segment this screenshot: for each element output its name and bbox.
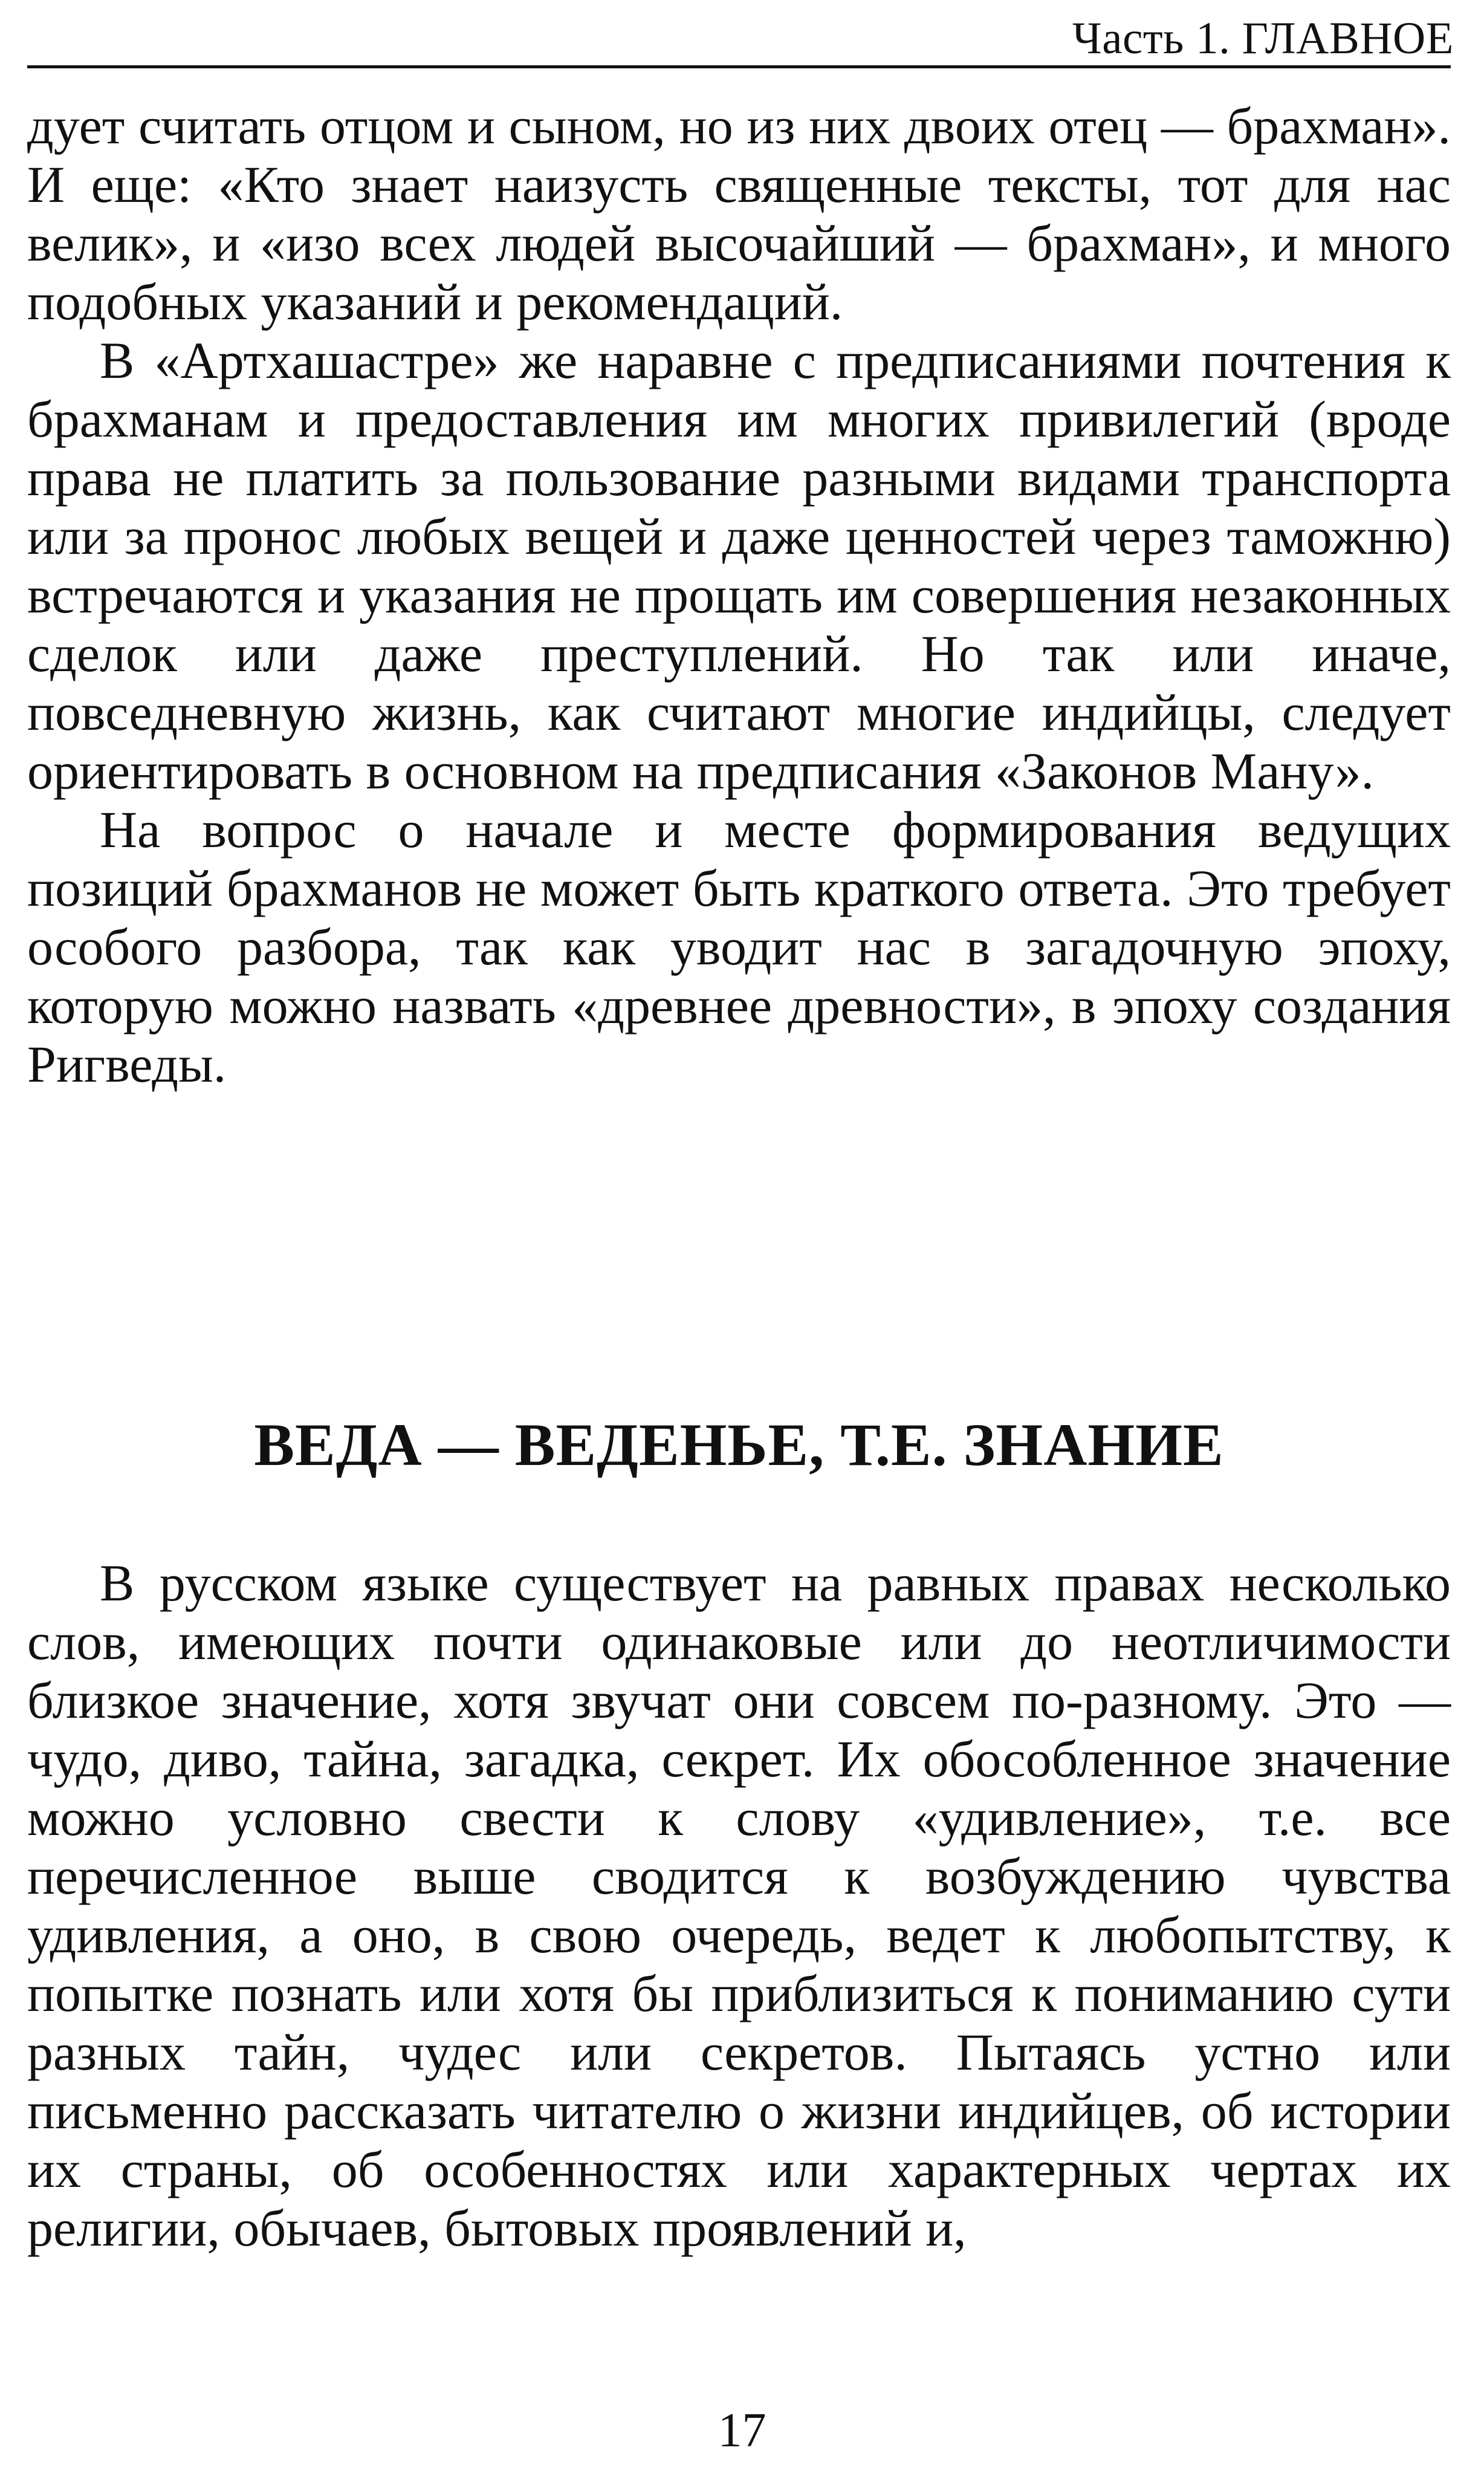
section-heading: ВЕДА — ВЕДЕНЬЕ, Т.Е. ЗНАНИЕ xyxy=(254,1411,1224,1478)
header-rule xyxy=(27,65,1451,68)
text-block-after-heading xyxy=(27,1554,1451,2258)
paragraph-arthashastra: В «Артхашастре» же наравне с предписаниями почтения к брахманам и предоставления им многих привилегий (вроде права не платить за пользование разными видами транспорта или за пронос любых вещей и даже ценностей через таможню) встречаются и указания не прощать им совершения незаконных сделок или даже преступлений. Но так или иначе, повседневную жизнь, как считают многие индийцы, следует ориентировать в основном на предписания «Законов Ману». xyxy=(27,331,1451,800)
running-head: Часть 1. ГЛАВНОЕ xyxy=(1072,13,1454,63)
text-block-before-heading xyxy=(27,97,1451,1094)
page-number: 17 xyxy=(718,2404,766,2457)
paragraph-brahmins-origin: На вопрос о начале и месте формирования ведущих позиций брахманов не может быть краткого ответа. Это требует особого разбора, так как уводит нас в загадочную эпоху, которую можно назвать «древнее древности», в эпоху создания Ригведы. xyxy=(27,801,1451,1093)
paragraph-continuation: дует считать отцом и сыном, но из них двоих отец — брахман». И еще: «Кто знает наизусть священные тексты, тот для нас велик», и «изо всех людей высочайший — брахман», и много подобных указаний и рекомендаций. xyxy=(27,97,1451,331)
paragraph-russian-words: В русском языке существует на равных правах несколько слов, имеющих почти одинаковые или до неотличимости близкое значение, хотя звучат они совсем по-разному. Это — чудо, диво, тайна, загадка, секрет. Их обособленное значение можно условно свести к слову «удивление», т.е. все перечисленное выше сводится к возбуждению чувства удивления, а оно, в свою очередь, ведет к любопытству, к попытке познать или хотя бы приблизиться к пониманию сути разных тайн, чудес или секретов. Пытаясь устно или письменно рассказать читателю о жизни индийцев, об истории их страны, об особенностях или характерных чертах их религии, обычаев, бытовых проявлений и, xyxy=(27,1554,1451,2257)
